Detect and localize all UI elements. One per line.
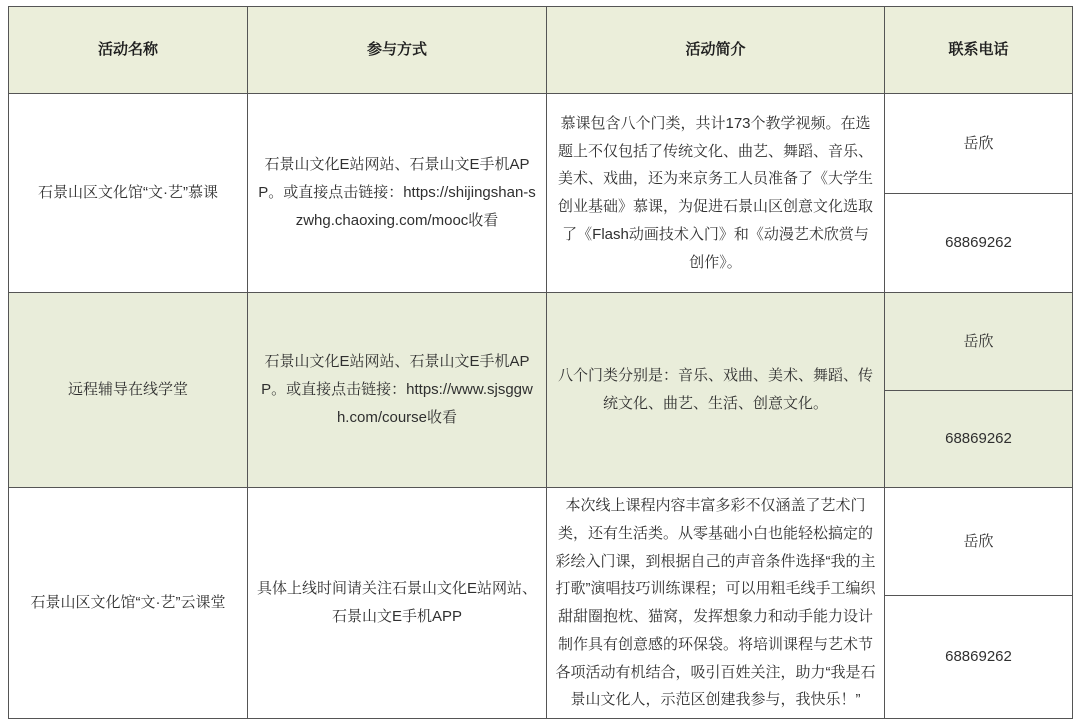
cell-contact-name: 岳欣 [885,488,1073,596]
cell-contact-name: 岳欣 [885,293,1073,391]
header-activity-name: 活动名称 [9,7,248,94]
cell-activity-name: 远程辅导在线学堂 [9,293,248,488]
cell-contact-name: 岳欣 [885,94,1073,194]
cell-activity-intro: 慕课包含八个门类，共计173个教学视频。在选题上不仅包括了传统文化、曲艺、舞蹈、音乐、美术、戏曲，还为来京务工人员准备了《大学生创业基础》慕课，为促进石景山区创意文化选取了《Flash动画技术入门》和《动漫艺术欣赏与创作》。 [547,94,885,293]
header-contact-phone: 联系电话 [885,7,1073,94]
header-participation-method: 参与方式 [248,7,547,94]
cell-participation-method: 石景山文化E站网站、石景山文E手机APP。或直接点击链接：https://shijingshan-szwhg.chaoxing.com/mooc收看 [248,94,547,293]
cell-participation-method: 具体上线时间请关注石景山文化E站网站、石景山文E手机APP [248,488,547,719]
table-row [9,488,1073,596]
header-row [9,7,1073,94]
cell-activity-name: 石景山区文化馆“文·艺”云课堂 [9,488,248,719]
table-row [9,293,1073,391]
cell-contact-phone: 68869262 [885,194,1073,293]
cell-contact-phone: 68869262 [885,596,1073,719]
table-row [9,94,1073,194]
cell-activity-intro: 八个门类分别是：音乐、戏曲、美术、舞蹈、传统文化、曲艺、生活、创意文化。 [547,293,885,488]
cell-contact-phone: 68869262 [885,391,1073,488]
cell-participation-method: 石景山文化E站网站、石景山文E手机APP。或直接点击链接：https://www.sjsggwh.com/course收看 [248,293,547,488]
cell-activity-intro: 本次线上课程内容丰富多彩不仅涵盖了艺术门类，还有生活类。从零基础小白也能轻松搞定的彩绘入门课，到根据自己的声音条件选择“我的主打歌”演唱技巧训练课程；可以用粗毛线手工编织甜甜圈抱枕、猫窝，发挥想象力和动手能力设计制作具有创意感的环保袋。将培训课程与艺术节各项活动有机结合，吸引百姓关注，助力“我是石景山文化人，示范区创建我参与，我快乐！” [547,488,885,719]
header-activity-intro: 活动简介 [547,7,885,94]
cell-activity-name: 石景山区文化馆“文·艺”慕课 [9,94,248,293]
activity-table [8,6,1073,719]
